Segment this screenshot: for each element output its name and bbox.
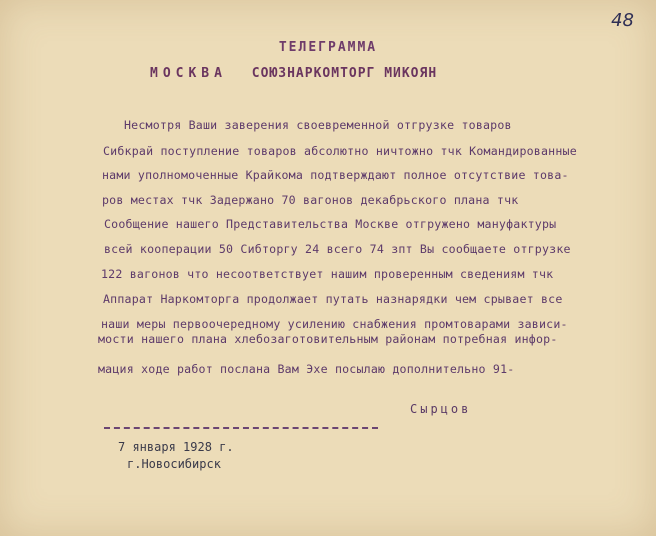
body-line-4: ров местах тчк Задержано 70 вагонов декабрьского плана тчк <box>102 193 519 207</box>
body-line-10: мости нашего плана хлебозаготовительным районам потребная инфор- <box>98 332 558 346</box>
body-line-1: Несмотря Ваши заверения своевременной отгрузке товаров <box>124 118 512 132</box>
document-title: ТЕЛЕГРАММА <box>278 40 378 55</box>
body-line-8: Аппарат Наркомторга продолжает путать назнарядки чем срывает все <box>103 292 563 306</box>
body-line-3: нами уполномоченные Крайкома подтверждают полное отсутствие това- <box>102 168 569 182</box>
document-place: г.Новосибирск <box>127 457 221 471</box>
separator-line <box>104 427 378 429</box>
document-date: 7 января 1928 г. <box>118 440 234 454</box>
body-line-2: Сибкрай поступление товаров абсолютно ничтожно тчк Командированные <box>103 144 577 158</box>
body-line-11: мация ходе работ послана Вам Эхе посылаю дополнительно 91- <box>98 362 515 376</box>
body-line-5: Сообщение нашего Представительства Москве отгружено мануфактуры <box>104 217 557 231</box>
address-recipient: СОЮЗНАРКОМТОРГ МИКОЯН <box>251 66 438 81</box>
body-line-7: 122 вагонов что несоответствует нашим проверенным сведениям тчк <box>101 267 554 281</box>
body-line-6: всей кооперации 50 Сибторгу 24 всего 74 зпт Вы сообщаете отгрузке <box>104 242 571 256</box>
address-line <box>150 66 437 81</box>
address-city: МОСКВА <box>150 66 227 81</box>
signature: Сырцов <box>410 402 472 416</box>
page-number: 48 <box>611 10 634 31</box>
body-line-9: наши меры первоочередному усилению снабжения промтоварами зависи- <box>101 317 568 331</box>
